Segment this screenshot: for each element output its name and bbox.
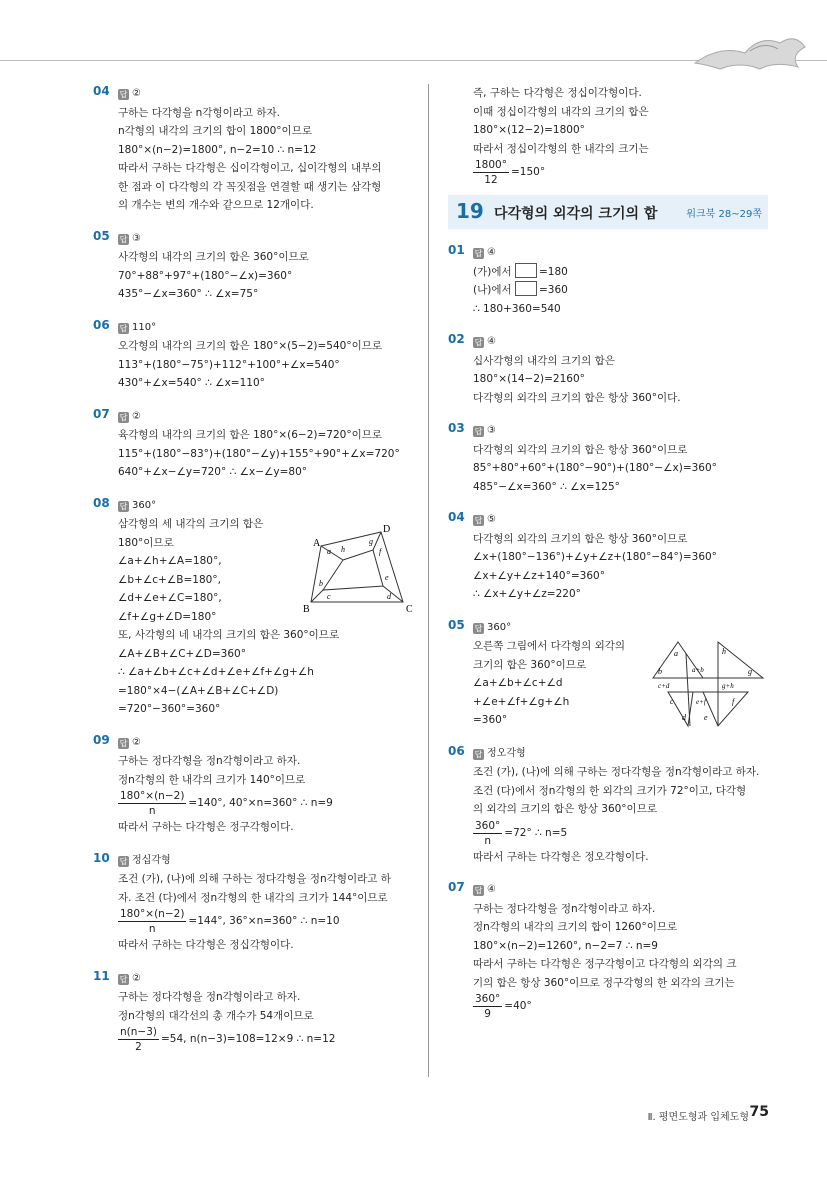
problem-number: 08 [93, 495, 110, 510]
line: 180°×(14−2)=2160° [473, 373, 585, 385]
line: 육각형의 내각의 크기의 합은 180°×(6−2)=720°이므로 [118, 429, 383, 441]
line: =40° [504, 1000, 532, 1013]
problem-06 [93, 318, 413, 393]
fraction: $\frac{360^\circ}{n}$ [475, 819, 501, 847]
dragon-decoration-icon [690, 25, 810, 75]
line: 485°−∠x=360° ∴ ∠x=125° [473, 480, 620, 493]
answer-badge: 답 [474, 623, 483, 633]
line: 오른쪽 그림에서 다각형의 외각의 [473, 640, 626, 652]
svg-text:e: e [704, 712, 708, 722]
line: 사각형의 내각의 크기의 합은 360°이므로 [118, 251, 309, 263]
svg-text:a+b: a+b [692, 665, 704, 674]
fig-label: B [303, 603, 310, 614]
answer-badge: 답 [119, 738, 128, 748]
line: 또, 사각형의 네 내각의 크기의 합은 360°이므로 [118, 629, 340, 641]
problem-r01 [448, 243, 768, 318]
line: =360 [538, 284, 568, 296]
problem-number: 02 [448, 332, 465, 346]
fraction: $\frac{1800^\circ}{12}$ [475, 159, 507, 186]
workbook-reference: 워크북 28~29쪽 [686, 209, 762, 220]
fig-label: d [387, 591, 391, 601]
fig-label: h [341, 544, 345, 554]
fig-label: A [313, 537, 321, 549]
right-column [448, 84, 768, 1035]
section-number: 19 [456, 199, 484, 223]
problem-number: 04 [448, 510, 465, 524]
line: 따라서 구하는 다각형은 십이각형이고, 십이각형의 내부의 [118, 162, 382, 174]
fraction: $\frac{180^\circ\times(n-2)}{n}$ [120, 908, 185, 935]
answer-badge: 답 [474, 249, 483, 258]
problem-05 [93, 229, 413, 304]
line: 의 개수는 변의 개수와 같으므로 12개이다. [118, 199, 314, 211]
svg-text:b: b [658, 666, 662, 676]
answer-badge: 답 [119, 412, 128, 422]
line: ∠a+∠b+∠c+∠d [473, 677, 563, 689]
line: =180 [538, 265, 568, 278]
line: 따라서 구하는 다각형은 정구각형이다. [118, 821, 294, 833]
fig-label: a [327, 546, 331, 556]
fig-label: D [383, 523, 391, 535]
line: 다각형의 외각의 크기의 합은 항상 360°이므로 [473, 532, 688, 545]
answer: ② [132, 736, 141, 748]
line: =140°, 40°×n=360° ∴ n=9 [188, 797, 333, 810]
problem-number: 10 [93, 850, 110, 865]
line: 115°+(180°−83°)+(180°−∠y)+155°+90°+∠x=720° [118, 447, 400, 460]
answer: ② [132, 88, 141, 99]
line: 180°이므로 [118, 536, 174, 549]
problem-number: 05 [93, 228, 110, 243]
answer: ③ [132, 232, 141, 244]
line: =72° ∴ n=5 [504, 826, 568, 839]
line: 이때 정십이각형의 내각의 크기의 합은 [473, 105, 649, 118]
problem-r04 [448, 510, 768, 604]
answer-badge: 답 [474, 749, 483, 759]
line: 기의 합은 항상 360°이므로 정구각형의 한 외각의 크기는 [473, 976, 735, 989]
answer-badge: 답 [474, 516, 483, 525]
line: 정n각형의 한 내각의 크기가 140°이므로 [118, 773, 306, 786]
line: 오각형의 내각의 크기의 합은 180°×(5−2)=540°이므로 [118, 340, 383, 352]
line: 다각형의 외각의 크기의 합은 항상 360°이므로 [473, 443, 688, 456]
answer-badge: 답 [119, 90, 128, 99]
line: =360° [473, 714, 508, 726]
line: 따라서 구하는 다각형은 정오각형이다. [473, 850, 649, 863]
svg-text:a: a [674, 648, 678, 658]
problem-07 [93, 407, 413, 482]
answer: ④ [487, 336, 496, 347]
answer: 110° [132, 321, 157, 333]
problem-number: 06 [448, 743, 465, 758]
answer: 정십각형 [132, 854, 171, 866]
fraction: $\frac{180^\circ\times(n-2)}{n}$ [120, 790, 185, 817]
line: 따라서 구하는 다각형은 정십각형이다. [118, 939, 294, 951]
problem-r07 [448, 880, 768, 1021]
answer: ⑤ [487, 514, 496, 525]
line: ∠d+∠e+∠C=180°, [118, 592, 222, 604]
problem-number: 01 [448, 243, 465, 257]
svg-text:e+f: e+f [696, 697, 706, 706]
problem-number: 05 [448, 617, 465, 632]
answer: 360° [487, 621, 512, 633]
line: 삼각형의 세 내각의 크기의 합은 [118, 518, 264, 530]
svg-text:f: f [732, 696, 735, 706]
blank-box [515, 281, 537, 296]
problem-r05 [448, 618, 768, 730]
line: +∠e+∠f+∠g+∠h [473, 695, 570, 708]
answer: ② [132, 410, 141, 422]
line: 구하는 정다각형을 정n각형이라고 하자. [118, 755, 301, 767]
line: (나)에서 [473, 284, 512, 296]
svg-text:g: g [748, 666, 752, 676]
line: ∴ 180+360=540 [473, 302, 561, 315]
line: 조건 (가), (나)에 의해 구하는 정다각형을 정n각형이라고 하자. [473, 766, 760, 778]
fig-label: C [406, 603, 413, 614]
line: 따라서 구하는 다각형은 정구각형이고 다각형의 외각의 크 [473, 958, 737, 970]
line: 자. 조건 (다)에서 정n각형의 한 내각의 크기가 144°이므로 [118, 891, 388, 904]
answer-badge: 답 [119, 323, 128, 333]
problem-number: 06 [93, 317, 110, 332]
line: 조건 (가), (나)에 의해 구하는 정다각형을 정n각형이라고 하 [118, 873, 391, 885]
line: =720°−360°=360° [118, 703, 221, 715]
problem-number: 07 [448, 880, 465, 894]
fraction: $\frac{360^\circ}{9}$ [475, 993, 501, 1020]
line: 구하는 정다각형을 정n각형이라고 하자. [473, 902, 656, 915]
problem-11 [93, 969, 413, 1055]
line: ∠x+(180°−136°)+∠y+∠z+(180°−84°)=360° [473, 551, 717, 563]
fig-label: f [379, 546, 382, 556]
line: 435°−∠x=360° ∴ ∠x=75° [118, 288, 259, 300]
line: 180°×(n−2)=1800°, n−2=10 ∴ n=12 [118, 143, 317, 156]
line: 640°+∠x−∠y=720° ∴ ∠x−∠y=80° [118, 466, 308, 478]
problem-04 [93, 84, 413, 215]
answer-badge: 답 [474, 338, 483, 347]
line: 정n각형의 내각의 크기의 합이 1260°이므로 [473, 921, 678, 933]
answer-badge: 답 [474, 427, 483, 436]
line: n각형의 내각의 크기의 합이 1800°이므로 [118, 125, 312, 137]
chapter-footer: Ⅱ. 평면도형과 입체도형 [647, 1112, 749, 1123]
line: ∠f+∠g+∠D=180° [118, 610, 217, 623]
svg-text:h: h [722, 646, 726, 656]
problem-r06 [448, 744, 768, 867]
line: =54, n(n−3)=108=12×9 ∴ n=12 [160, 1033, 336, 1046]
problem-10 [93, 851, 413, 955]
answer: ④ [487, 247, 496, 258]
problem-number: 07 [93, 406, 110, 421]
blank-box [515, 263, 537, 278]
line: =150° [510, 166, 546, 179]
star-polygon-figure [648, 634, 768, 730]
fraction: $\frac{n(n-3)}{2}$ [120, 1026, 157, 1053]
answer-badge: 답 [119, 856, 128, 866]
page-number: 75 [749, 1104, 769, 1120]
section-title: 다각형의 외각의 크기의 합 [494, 206, 658, 222]
line: 십사각형의 내각의 크기의 합은 [473, 354, 615, 367]
line: 조건 (다)에서 정n각형의 한 외각의 크기가 72°이고, 다각형 [473, 784, 747, 797]
line: =144°, 36°×n=360° ∴ n=10 [188, 915, 340, 928]
line: 한 점과 이 다각형의 각 꼭짓점을 연결할 때 생기는 삼각형 [118, 180, 382, 193]
svg-text:c+d: c+d [658, 681, 670, 690]
line: 113°+(180°−75°)+112°+100°+∠x=540° [118, 358, 340, 371]
left-column [93, 84, 413, 1068]
line: (가)에서 [473, 265, 512, 278]
line: 180°×(12−2)=1800° [473, 124, 585, 136]
line: 70°+88°+97°+(180°−∠x)=360° [118, 269, 293, 282]
answer: ③ [487, 425, 496, 436]
line: 크기의 합은 360°이므로 [473, 658, 587, 671]
line: 따라서 정십이각형의 한 내각의 크기는 [473, 142, 649, 155]
fig-label: b [319, 578, 323, 588]
line: 구하는 다각형을 n각형이라고 하자. [118, 106, 281, 119]
line: ∠a+∠h+∠A=180°, [118, 555, 222, 567]
fig-label: c [327, 591, 331, 601]
line: ∴ ∠x+∠y+∠z=220° [473, 588, 581, 600]
column-divider [428, 84, 429, 1077]
continuation [448, 84, 768, 187]
section-header [448, 195, 768, 229]
quadrilateral-figure [303, 524, 418, 614]
line: =180°×4−(∠A+∠B+∠C+∠D) [118, 684, 279, 697]
line: 즉, 구하는 다각형은 정십이각형이다. [473, 87, 642, 99]
line: 430°+∠x=540° ∴ ∠x=110° [118, 377, 265, 389]
svg-text:d: d [682, 712, 686, 722]
answer: ② [132, 972, 141, 984]
line: 구하는 정다각형을 정n각형이라고 하자. [118, 991, 301, 1003]
line: 180°×(n−2)=1260°, n−2=7 ∴ n=9 [473, 939, 658, 952]
line: 정n각형의 대각선의 총 개수가 54개이므로 [118, 1009, 314, 1022]
problem-number: 03 [448, 421, 465, 435]
fig-label: g [369, 536, 373, 546]
answer-badge: 답 [119, 974, 128, 984]
line: 85°+80°+60°+(180°−90°)+(180°−∠x)=360° [473, 462, 717, 474]
problem-r03 [448, 421, 768, 496]
answer: 360° [132, 499, 157, 511]
problem-number: 04 [93, 84, 110, 98]
svg-text:c: c [670, 696, 674, 706]
line: 의 외각의 크기의 합은 항상 360°이므로 [473, 803, 657, 815]
answer-badge: 답 [474, 886, 483, 895]
line: ∴ ∠a+∠b+∠c+∠d+∠e+∠f+∠g+∠h [118, 666, 314, 678]
answer-badge: 답 [119, 501, 128, 511]
line: ∠x+∠y+∠z+140°=360° [473, 569, 605, 582]
line: ∠A+∠B+∠C+∠D=360° [118, 647, 246, 660]
problem-08 [93, 496, 413, 719]
problem-r02 [448, 332, 768, 407]
line: ∠b+∠c+∠B=180°, [118, 573, 221, 586]
answer: ④ [487, 884, 496, 895]
line: 다각형의 외각의 크기의 합은 항상 360°이다. [473, 391, 681, 404]
problem-number: 09 [93, 732, 110, 747]
problem-09 [93, 733, 413, 837]
fig-label: e [385, 572, 389, 582]
svg-text:g+h: g+h [722, 681, 734, 690]
answer-badge: 답 [119, 234, 128, 244]
problem-number: 11 [93, 968, 110, 983]
answer: 정오각형 [487, 747, 526, 759]
